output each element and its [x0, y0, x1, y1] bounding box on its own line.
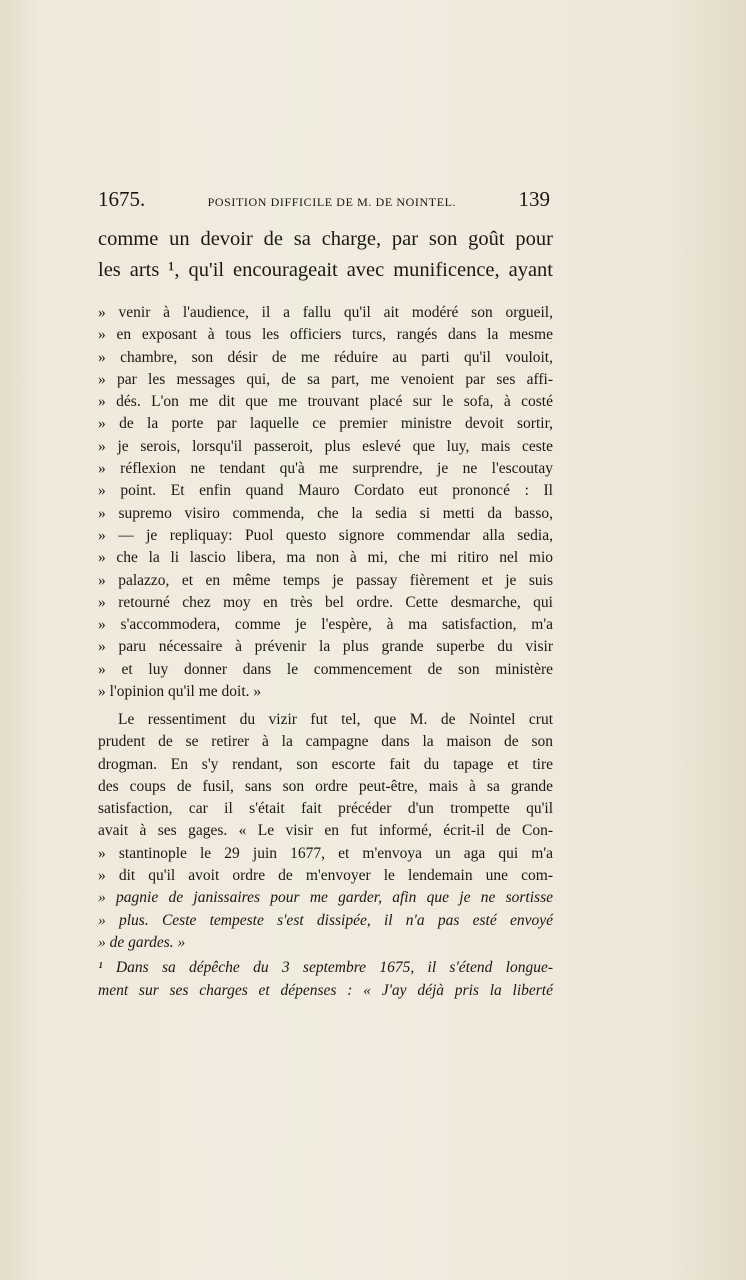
- text-line: » dit qu'il avoit ordre de m'envoyer le lendemain une com-: [98, 867, 553, 885]
- quote-line: » supremo visiro commenda, che la sedia si metti da basso,: [98, 504, 553, 522]
- footnote-line: ment sur ses charges et dépenses : « J'ay déjà pris la liberté: [98, 982, 553, 999]
- quote-line: » retourné chez moy en très bel ordre. Cette desmarche, qui: [98, 593, 553, 611]
- text-line: » de gardes. »: [98, 933, 186, 951]
- page-number: 139: [518, 187, 550, 211]
- quotation-block: [98, 302, 553, 703]
- lead-paragraph: [98, 224, 553, 286]
- quote-line: » dés. L'on me dit que me trouvant placé sur le sofa, à costé: [98, 393, 553, 411]
- footnote: [98, 956, 553, 1002]
- text-line: Le ressentiment du vizir fut tel, que M. de Nointel crut: [118, 711, 553, 728]
- quote-line: » et luy donner dans le commencement de son ministère: [98, 660, 553, 678]
- quote-line: » je serois, lorsqu'il passeroit, plus eslevé que luy, mais ceste: [98, 437, 553, 455]
- quote-line: » l'opinion qu'il me doit. »: [98, 683, 262, 701]
- quote-line: » de la porte par laquelle ce premier ministre devoit sortir,: [98, 415, 553, 433]
- quote-line: » point. Et enfin quand Mauro Cordato eut prononcé : Il: [98, 482, 553, 500]
- text-line: prudent de se retirer à la campagne dans la maison de son: [98, 733, 553, 751]
- text-line: avait à ses gages. « Le visir en fut informé, écrit-il de Con-: [98, 822, 553, 840]
- quote-line: » — je repliquay: Puol questo signore commendar alla sedia,: [98, 526, 553, 544]
- text-line: » pagnie de janissaires pour me garder, afin que je ne sortisse: [98, 889, 553, 907]
- quote-line: » réflexion ne tendant qu'à me surprendre, je ne l'escoutay: [98, 460, 553, 478]
- quote-line: » che la li lascio libera, ma non à mi, che mi ritiro nel mio: [98, 549, 553, 567]
- text-line: » stantinople le 29 juin 1677, et m'envoya un aga qui m'a: [98, 844, 553, 862]
- quote-line: » par les messages qui, de sa part, me venoient par ses affi-: [98, 370, 553, 388]
- footnote-line: ¹ Dans sa dépêche du 3 septembre 1675, il s'étend longue-: [98, 959, 553, 976]
- text-line: les arts ¹, qu'il encourageait avec munificence, ayant: [98, 259, 553, 281]
- text-line: satisfaction, car il s'était fait précéder d'un trompette qu'il: [98, 800, 553, 818]
- quote-line: » s'accommodera, comme je l'espère, à ma satisfaction, m'a: [98, 616, 553, 634]
- text-line: comme un devoir de sa charge, par son goût pour: [98, 228, 553, 250]
- header-year: 1675.: [98, 187, 146, 211]
- quote-line: » chambre, son désir de me réduire au parti qu'il vouloit,: [98, 348, 553, 366]
- quote-line: » venir à l'audience, il a fallu qu'il ait modéré son orgueil,: [98, 304, 553, 321]
- text-line: drogman. En s'y rendant, son escorte fait du tapage et tire: [98, 755, 553, 773]
- text-line: » plus. Ceste tempeste s'est dissipée, il n'a pas esté envoyé: [98, 911, 553, 929]
- text-line: des coups de fusil, sans son ordre peut-être, mais à sa grande: [98, 777, 553, 795]
- quote-line: » paru nécessaire à prévenir la plus grande superbe du visir: [98, 638, 553, 656]
- quote-line: » en exposant à tous les officiers turcs, rangés dans la mesme: [98, 326, 553, 344]
- body-paragraph: [98, 709, 553, 954]
- running-header: [98, 187, 550, 212]
- header-title: POSITION DIFFICILE DE M. DE NOINTEL.: [207, 195, 457, 209]
- quote-line: » palazzo, et en même temps je passay fièrement et je suis: [98, 571, 553, 589]
